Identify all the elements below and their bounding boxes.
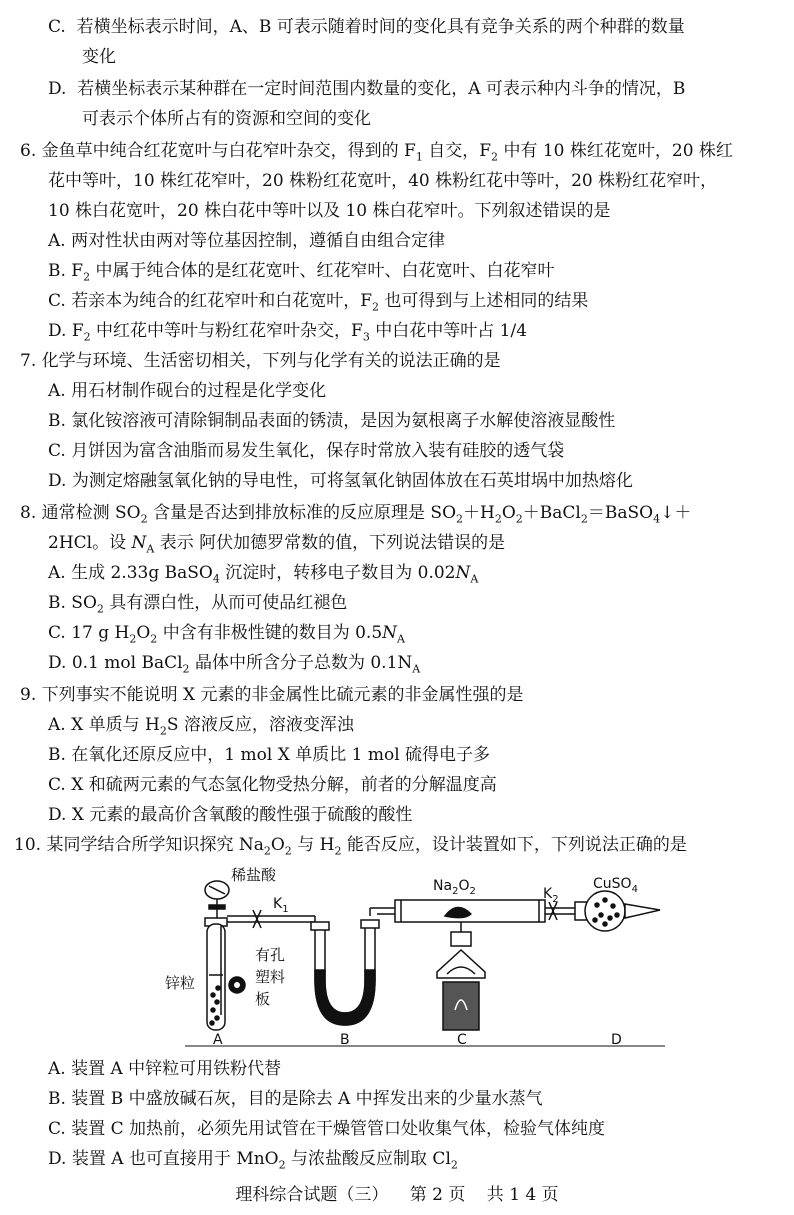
q8-option-d: D. 0.1 mol BaCl$_2$ 晶体中所含分子总数为 $0.1N_A$ — [48, 653, 421, 676]
q8-option-c: C. 17 g $H_2O_2$ 中含有非极性键的数目为 $0.5N_A$ — [48, 623, 405, 646]
q5-option-d-cont: 可表示个体所占有的资源和空间的变化 — [82, 109, 371, 129]
q5-option-c: C. 若横坐标表示时间，A、B 可表示随着时间的变化具有竞争关系的两个种群的数量 — [48, 17, 685, 37]
q9-stem: 9. 下列事实不能说明 X 元素的非金属性比硫元素的非金属性强的是 — [20, 685, 524, 705]
page-footer — [0, 1180, 794, 1205]
device-b — [311, 908, 395, 1025]
label-a: A — [213, 1032, 223, 1048]
label-plate-3: 板 — [255, 990, 271, 1008]
q7-option-c: C. 月饼因为富含油脂而易发生氧化，保存时常放入装有硅胶的透气袋 — [48, 441, 565, 461]
label-plate-2: 塑料 — [255, 968, 286, 986]
q7-option-a: A. 用石材制作砚台的过程是化学变化 — [48, 381, 327, 401]
q10-option-a: A. 装置 A 中锌粒可用铁粉代替 — [48, 1059, 282, 1079]
q6-stem-2: 花中等叶，10 株红花窄叶，20 株粉红花宽叶，40 株粉红花中等叶，20 株粉红花窄叶， — [48, 171, 718, 191]
q6-option-a: A. 两对性状由两对等位基因控制，遵循自由组合定律 — [48, 231, 446, 251]
q6-stem: 6. 金鱼草中纯合红花宽叶与白花窄叶杂交，得到的 $F_1$ 自交，$F_2$ 中有 10 株红花宽叶，20 株红 — [20, 141, 733, 164]
q10-option-b: B. 装置 B 中盛放碱石灰，目的是除去 A 中挥发出来的少量水蒸气 — [48, 1089, 543, 1109]
q9-option-c: C. X 和硫两元素的气态氢化物受热分解，前者的分解温度高 — [48, 775, 497, 795]
q7-option-b: B. 氯化铵溶液可清除铜制品表面的锈渍，是因为氨根离子水解使溶液显酸性 — [48, 411, 616, 431]
label-k1: $K_1$ — [273, 896, 289, 915]
q10-option-c: C. 装置 C 加热前，必须先用试管在干燥管管口处收集气体，检验气体纯度 — [48, 1119, 606, 1139]
footer-title: 理科综合试题（三） — [235, 1185, 389, 1205]
q7-option-d: D. 为测定熔融氢氧化钠的导电性，可将氢氧化钠固体放在石英坩埚中加热熔化 — [48, 471, 633, 491]
q8-option-a: A. 生成 2.33g BaSO$_4$ 沉淀时，转移电子数目为 $0.02N_A$ — [48, 563, 479, 586]
device-d — [545, 891, 660, 931]
label-dilute-hcl: 稀盐酸 — [231, 866, 277, 884]
label-k2: $K_2$ — [543, 886, 559, 905]
label-zinc: 锌粒 — [165, 974, 196, 992]
q9-option-a: A. X 单质与 $H_2S$ 溶液反应，溶液变浑浊 — [48, 715, 354, 738]
label-na2o2: $Na_2O_2$ — [433, 878, 476, 897]
q6-option-c: C. 若亲本为纯合的红花窄叶和白花宽叶，$F_2$ 也可得到与上述相同的结果 — [48, 291, 589, 314]
label-c: C — [457, 1032, 467, 1048]
q5-option-d: D. 若横坐标表示某种群在一定时间范围内数量的变化，A 可表示种内斗争的情况，B — [48, 79, 686, 99]
q10-stem: 10. 某同学结合所学知识探究 $Na_2O_2$ 与 $H_2$ 能否反应，设计装置如下，下列说法正确的是 — [14, 835, 687, 858]
q9-option-b: B. 在氧化还原反应中，1 mol X 单质比 1 mol 硫得电子多 — [48, 745, 491, 765]
q6-option-b: B. $F_2$ 中属于纯合体的是红花宽叶、红花窄叶、白花宽叶、白花窄叶 — [48, 261, 555, 284]
q9-option-d: D. X 元素的最高价含氧酸的酸性强于硫酸的酸性 — [48, 805, 413, 825]
footer-total: 共 1 4 页 — [486, 1185, 559, 1205]
label-cuso4: CuSO$_4$ — [593, 876, 638, 895]
q8-stem-2: 2HCl。设 $N_A$ 表示 阿伏加德罗常数的值，下列说法错误的是 — [48, 533, 506, 556]
q6-stem-3: 10 株白花宽叶，20 株白花中等叶以及 10 株白花窄叶。下列叙述错误的是 — [48, 201, 611, 221]
q10-option-d: D. 装置 A 也可直接用于 MnO$_2$ 与浓盐酸反应制取 $Cl_2$ — [48, 1149, 458, 1172]
q7-stem: 7. 化学与环境、生活密切相关，下列与化学有关的说法正确的是 — [20, 351, 501, 371]
label-plate-1: 有孔 — [255, 946, 286, 964]
label-d: D — [611, 1032, 622, 1048]
apparatus-diagram — [165, 860, 675, 1050]
q8-option-b: B. $SO_2$ 具有漂白性，从而可使品红褪色 — [48, 593, 348, 616]
q6-option-d: D. $F_2$ 中红花中等叶与粉红花窄叶杂交，$F_3$ 中白花中等叶占 1/4 — [48, 321, 528, 344]
label-b: B — [340, 1032, 350, 1048]
footer-page: 第 2 页 — [409, 1185, 466, 1205]
q5-option-c-cont: 变化 — [82, 47, 116, 67]
device-c — [395, 900, 545, 1030]
q8-stem: 8. 通常检测 $SO_2$ 含量是否达到排放标准的反应原理是 $SO_2+H_2O_2+BaCl_2=BaSO_4↓+$ — [20, 503, 692, 526]
